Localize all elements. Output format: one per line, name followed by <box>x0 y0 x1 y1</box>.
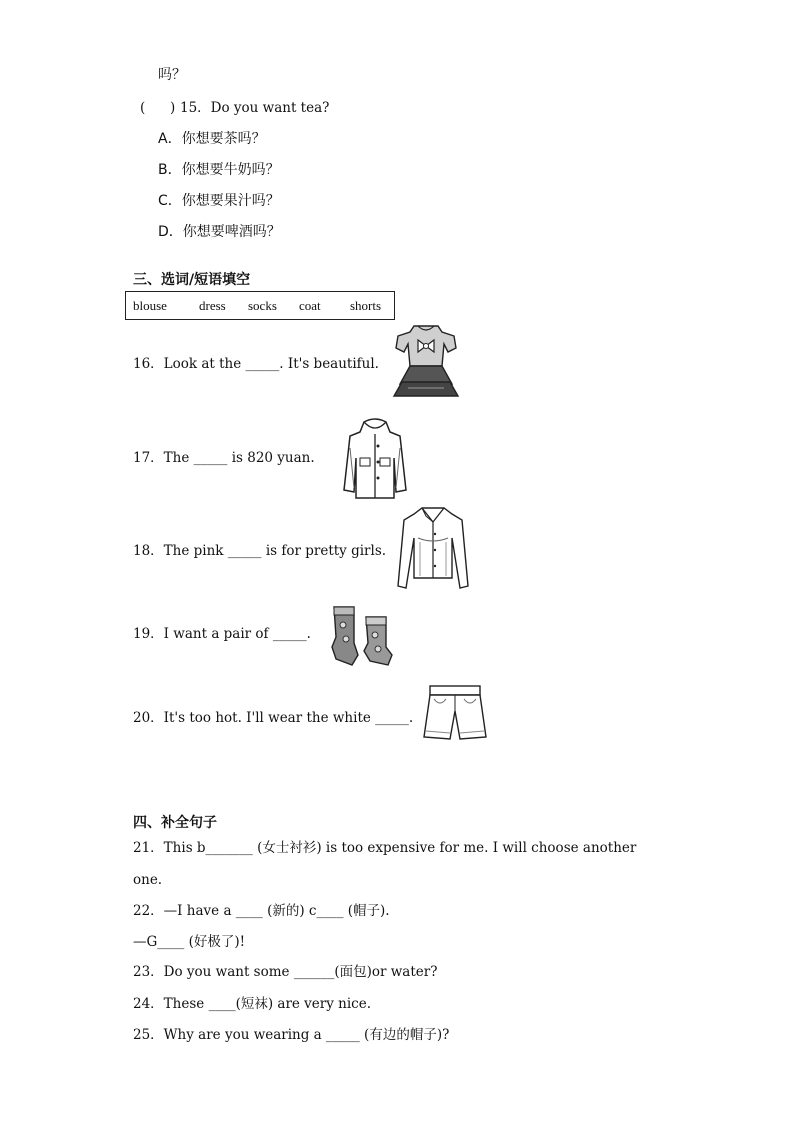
answer-paren-open: ( <box>140 100 146 116</box>
word-bank-item: blouse <box>133 298 167 313</box>
dress-icon <box>392 322 460 400</box>
blouse-icon <box>396 504 470 592</box>
question-15-stem: 15．Do you want tea? <box>180 100 330 116</box>
option-d: D．你想要啤酒吗？ <box>158 224 281 240</box>
question-22-reply: —G____ (好极了)! <box>133 934 246 950</box>
option-b: B．你想要牛奶吗？ <box>158 162 280 178</box>
shorts-icon <box>422 683 488 741</box>
answer-paren-close: ) <box>170 100 176 116</box>
question-20: 20．It's too hot. I'll wear the white _____. <box>133 710 414 726</box>
question-21-continuation: one. <box>133 872 163 888</box>
coat-icon <box>342 418 408 500</box>
socks-icon <box>328 603 394 667</box>
top-fragment: 吗？ <box>158 67 186 83</box>
word-bank-item: shorts <box>350 298 382 313</box>
question-16: 16．Look at the _____. It's beautiful. <box>133 356 379 372</box>
word-bank-box <box>125 291 395 320</box>
question-23: 23．Do you want some ______(面包)or water? <box>133 964 438 980</box>
option-a: A．你想要茶吗？ <box>158 131 266 147</box>
word-bank-item: coat <box>299 298 321 313</box>
section-3-title: 三、选词/短语填空 <box>133 272 251 288</box>
question-19: 19．I want a pair of _____. <box>133 626 311 642</box>
question-24: 24．These ____(短袜) are very nice. <box>133 996 372 1012</box>
question-25: 25．Why are you wearing a _____ (有边的帽子)? <box>133 1027 450 1043</box>
question-18: 18．The pink _____ is for pretty girls. <box>133 543 387 559</box>
question-22: 22．—I have a ____ (新的) c____ (帽子). <box>133 903 390 919</box>
option-c: C．你想要果汁吗？ <box>158 193 280 209</box>
word-bank-item: dress <box>199 298 226 313</box>
section-4-title: 四、补全句子 <box>133 815 217 831</box>
question-21: 21．This b_______ (女士衬衫) is too expensive for me. I will choose another <box>133 840 637 856</box>
question-17: 17．The _____ is 820 yuan. <box>133 450 315 466</box>
word-bank-item: socks <box>248 298 277 313</box>
